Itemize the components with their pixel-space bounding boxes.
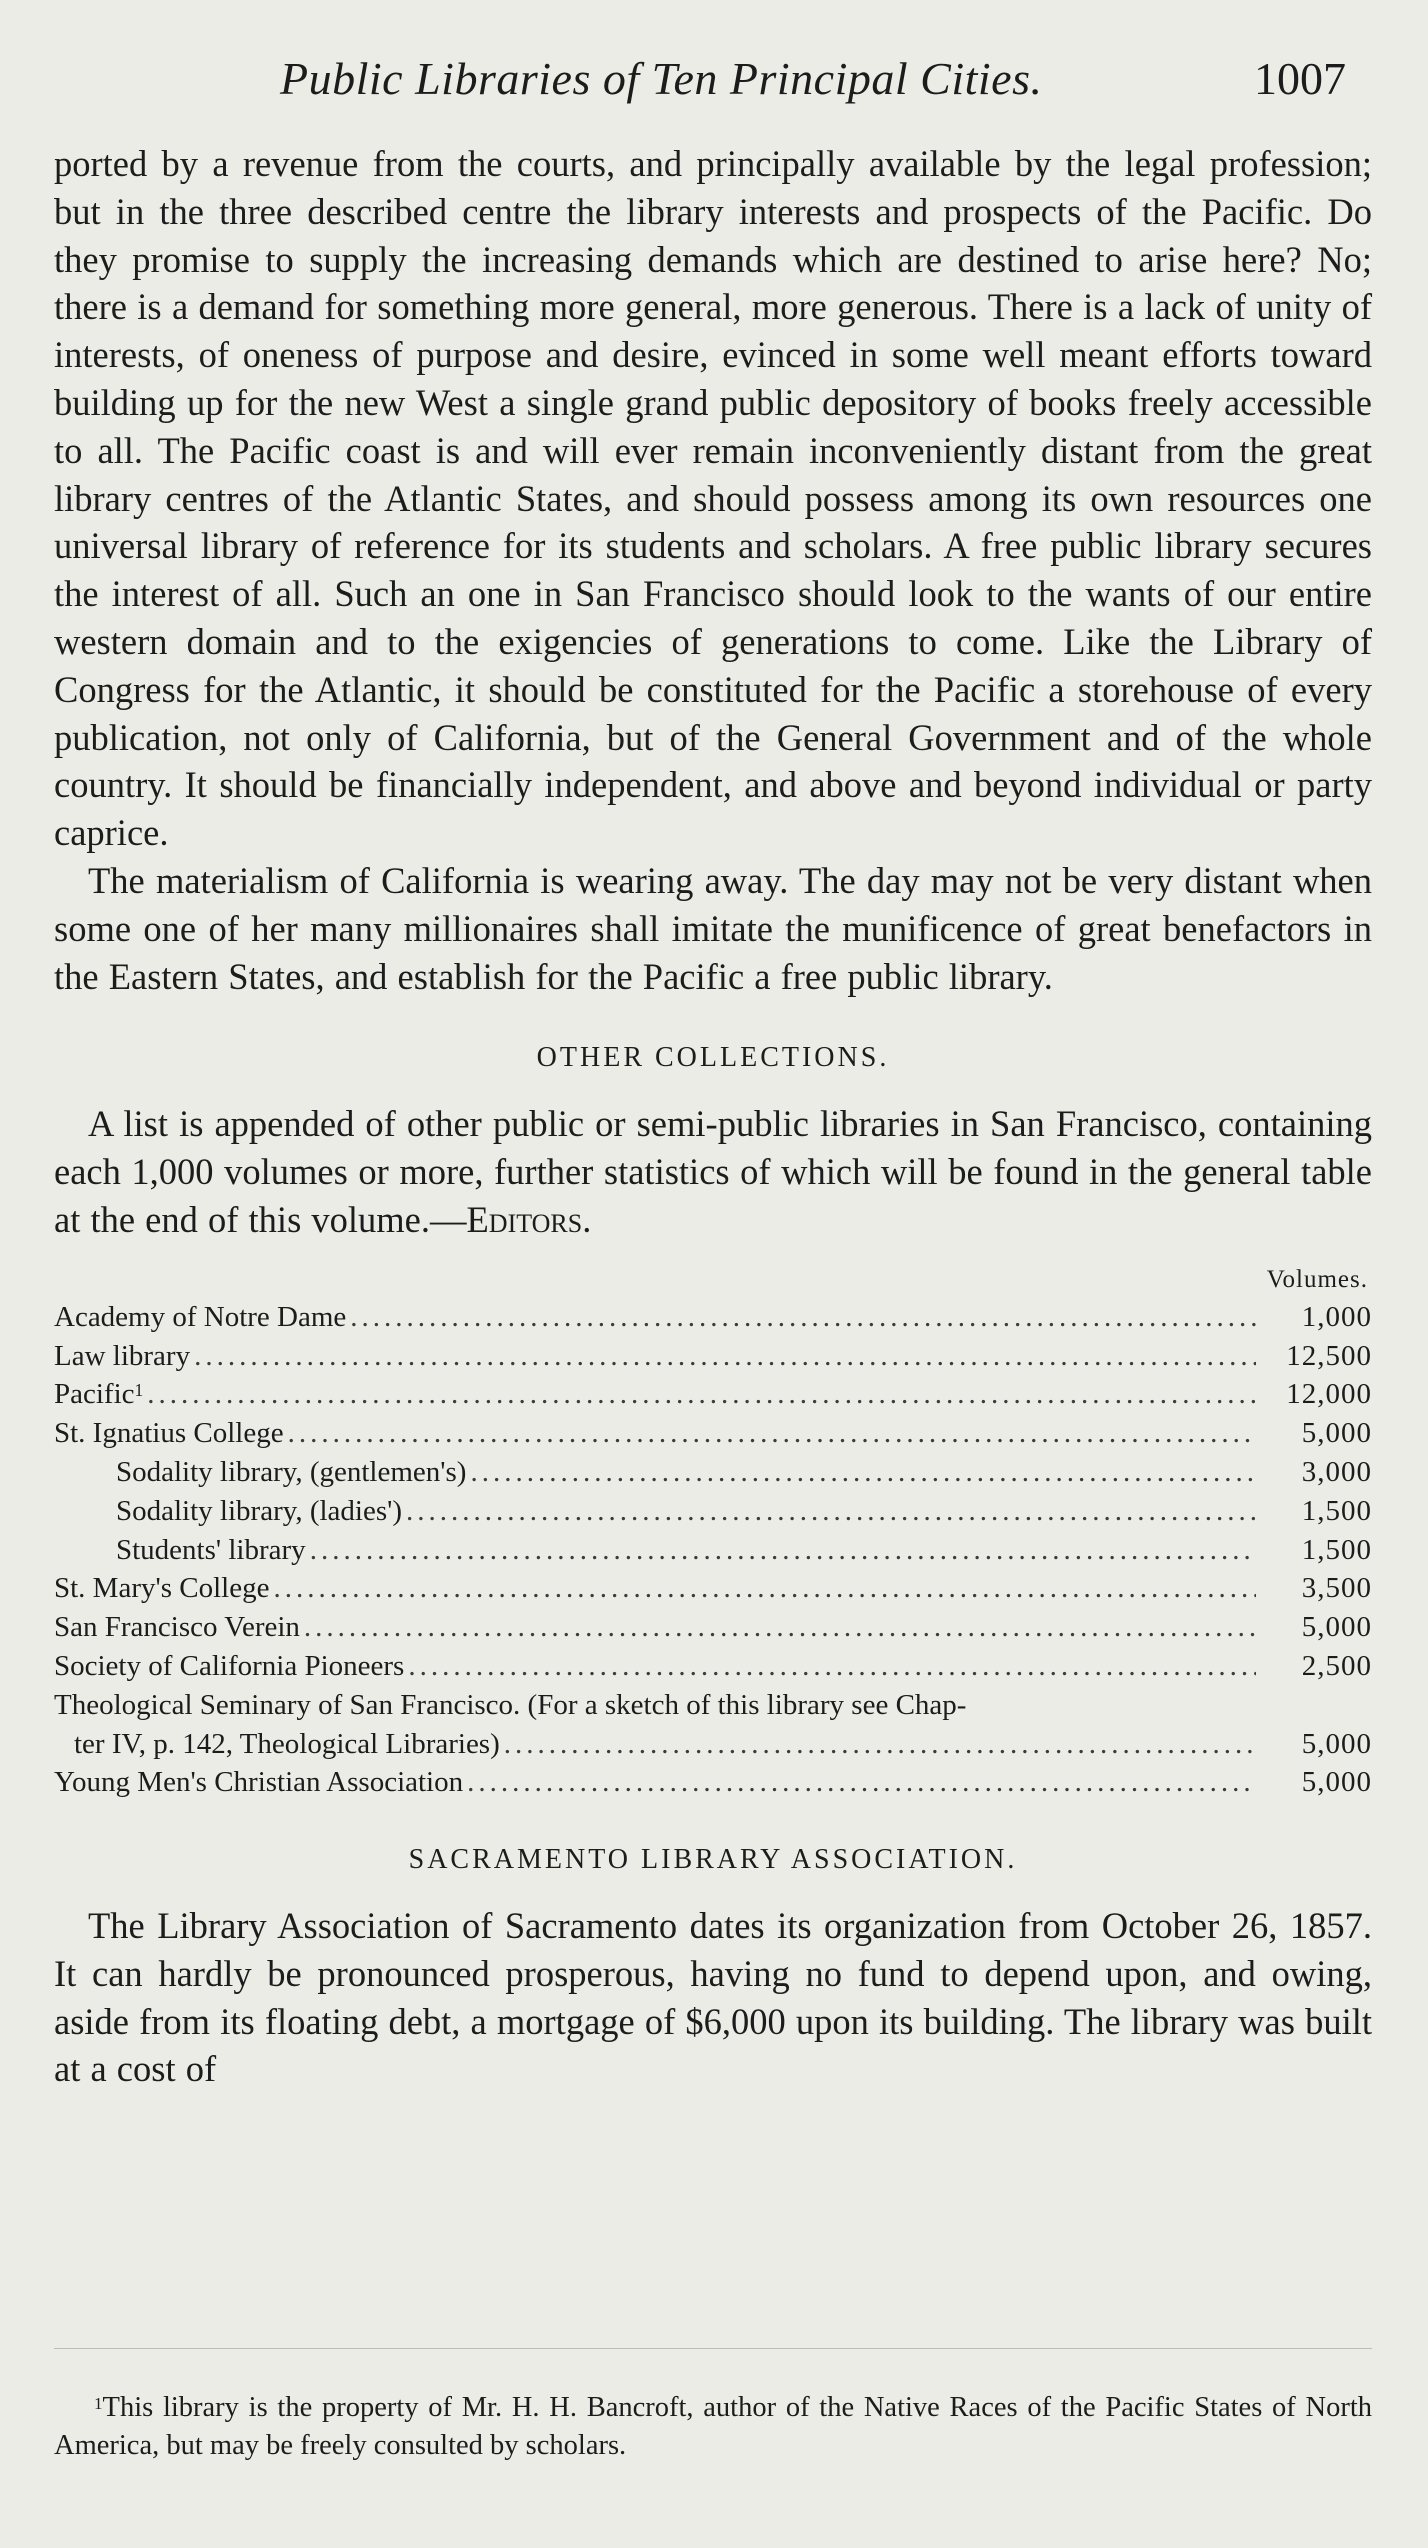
volume-count: 12,500 bbox=[1286, 1339, 1372, 1372]
intro-signature: Editors. bbox=[466, 1198, 592, 1240]
library-name: Young Men's Christian Association bbox=[54, 1766, 464, 1799]
dot-leader bbox=[467, 1763, 1256, 1802]
library-name bbox=[54, 1375, 143, 1414]
table-row bbox=[54, 1686, 1372, 1725]
dot-leader bbox=[406, 1492, 1256, 1531]
table-row bbox=[54, 1298, 1372, 1337]
other-collections-intro bbox=[54, 1100, 1372, 1243]
footnote-divider bbox=[54, 2348, 1372, 2349]
volume-count: 5,000 bbox=[1301, 1727, 1372, 1760]
library-name: Sodality library, (gentlemen's) bbox=[116, 1455, 467, 1488]
library-name: Theological Seminary of San Francisco. (For a sketch of this library see Chap- bbox=[54, 1688, 967, 1721]
table-row bbox=[54, 1453, 1372, 1492]
library-name: San Francisco Verein bbox=[54, 1611, 300, 1644]
volume-count: 3,000 bbox=[1301, 1455, 1372, 1488]
volume-count: 3,500 bbox=[1301, 1572, 1372, 1605]
dot-leader bbox=[273, 1569, 1256, 1608]
table-row bbox=[54, 1337, 1372, 1376]
library-name: Students' library bbox=[116, 1533, 306, 1566]
volume-count: 5,000 bbox=[1301, 1611, 1372, 1644]
sacramento-heading: SACRAMENTO LIBRARY ASSOCIATION. bbox=[408, 1844, 1018, 1876]
page-number: 1007 bbox=[1254, 53, 1346, 104]
dot-leader bbox=[470, 1453, 1256, 1492]
other-collections-heading: OTHER COLLECTIONS. bbox=[536, 1042, 890, 1074]
table-row bbox=[54, 1414, 1372, 1453]
volumes-column-header: Volumes. bbox=[1266, 1265, 1368, 1293]
table-row bbox=[54, 1608, 1372, 1647]
collections-table bbox=[54, 1266, 1372, 1802]
volume-count: 5,000 bbox=[1301, 1417, 1372, 1450]
dot-leader bbox=[288, 1414, 1256, 1453]
table-row bbox=[54, 1531, 1372, 1570]
footnote-text: This library is the property of Mr. H. H. Bancroft, author of the Native Races of the Pacific States of North America, but may be freely consulted by scholars. bbox=[54, 2391, 1372, 2461]
table-row bbox=[54, 1375, 1372, 1414]
dot-leader bbox=[504, 1725, 1256, 1764]
library-name: Society of California Pioneers bbox=[54, 1649, 405, 1682]
table-row bbox=[54, 1647, 1372, 1686]
footnote bbox=[54, 2389, 1372, 2465]
paragraph-2: The materialism of California is wearing away. The day may not be very distant when some one of her many millionaires shall imitate the munificence of great benefactors in the Eastern States, and establish for the Pacific a free public library. bbox=[54, 859, 1372, 997]
table-row bbox=[54, 1569, 1372, 1608]
library-name: St. Mary's College bbox=[54, 1572, 270, 1605]
running-title: Public Libraries of Ten Principal Cities. bbox=[280, 53, 1043, 104]
page-header bbox=[54, 52, 1374, 112]
dot-leader bbox=[304, 1608, 1256, 1647]
dot-leader bbox=[310, 1531, 1256, 1570]
library-name-continuation: ter IV, p. 142, Theological Libraries) bbox=[74, 1727, 500, 1760]
dot-leader bbox=[147, 1375, 1256, 1414]
library-name: St. Ignatius College bbox=[54, 1417, 284, 1450]
volume-count: 1,500 bbox=[1301, 1494, 1372, 1527]
table-row bbox=[54, 1763, 1372, 1802]
volume-count: 2,500 bbox=[1301, 1649, 1372, 1682]
sacramento-paragraph: The Library Association of Sacramento dates its organization from October 26, 1857. It can hardly be pronounced prosperous, having no fund to depend upon, and owing, aside from its floating debt, a mortgage of $6,000 upon its building. The library was built at a cost of bbox=[54, 1905, 1372, 2090]
paragraph-1: ported by a revenue from the courts, and principally available by the legal profession; but in the three described centre the library interests and prospects of the Pacific. Do they promise to supply the increasing demands which are destined to arise here? No; there is a demand for something more general, more generous. There is a lack of unity of interests, of oneness of purpose and desire, evinced in some well meant efforts toward building up for the new West a single grand public depository of books freely accessible to all. The Pacific coast is and will ever remain inconveniently distant from the great library centres of the Atlantic States, and should possess among its own resources one universal library of reference for its students and scholars. A free public library secures the interest of all. Such an one in San Francisco should look to the wants of our entire western domain and to the exigencies of generations to come. Like the Library of Congress for the Atlantic, it should be constituted for the Pacific a storehouse of every publication, not only of California, but of the General Government and of the whole country. It should be financially independent, and above and beyond individual or party caprice. bbox=[54, 143, 1372, 854]
table-row bbox=[54, 1492, 1372, 1531]
table-row-continuation bbox=[54, 1725, 1372, 1764]
footnote-mark: 1 bbox=[134, 1380, 144, 1401]
intro-text: A list is appended of other public or semi-public libraries in San Francisco, containing each 1,000 volumes or more, further statistics of which will be found in the general table at the end of this volume.— bbox=[54, 1103, 1372, 1240]
library-name: Law library bbox=[54, 1339, 191, 1372]
volume-count: 12,000 bbox=[1286, 1378, 1372, 1411]
dot-leader bbox=[194, 1337, 1256, 1376]
library-name: Academy of Notre Dame bbox=[54, 1300, 347, 1333]
page-body bbox=[54, 140, 1372, 2093]
library-name-text: Pacific bbox=[54, 1378, 135, 1411]
dot-leader bbox=[408, 1647, 1256, 1686]
dot-leader bbox=[350, 1298, 1256, 1337]
volume-count: 5,000 bbox=[1301, 1766, 1372, 1799]
volume-count: 1,500 bbox=[1301, 1533, 1372, 1566]
footnote-mark: 1 bbox=[94, 2393, 103, 2413]
volume-count: 1,000 bbox=[1301, 1300, 1372, 1333]
library-name: Sodality library, (ladies') bbox=[116, 1494, 403, 1527]
